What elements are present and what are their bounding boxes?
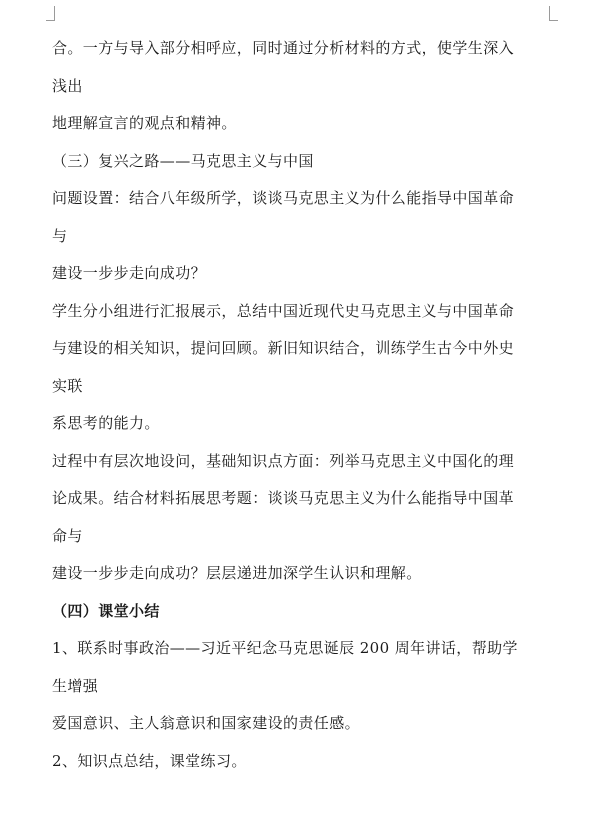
paragraph-line: 建设一步步走向成功？层层递进加深学生认识和理解。 xyxy=(52,564,422,582)
paragraph-line: 2、知识点总结，课堂练习。 xyxy=(52,751,247,770)
paragraph-line: 与 xyxy=(52,226,68,245)
paragraph-line: 1、联系时事政治——习近平纪念马克思诞辰 200 周年讲话，帮助学 xyxy=(52,639,518,657)
section-heading-4: （四）课堂小结 xyxy=(52,601,160,620)
paragraph-line: 爱国意识、主人翁意识和国家建设的责任感。 xyxy=(52,714,361,732)
paragraph-line: 过程中有层次地设问，基础知识点方面：列举马克思主义中国化的理 xyxy=(52,451,515,470)
paragraph-line: 问题设置：结合八年级所学，谈谈马克思主义为什么能指导中国革命 xyxy=(52,189,515,207)
paragraph-line: 生增强 xyxy=(52,676,99,695)
paragraph-line: 合。一方与导入部分相呼应，同时通过分析材料的方式，使学生深入 xyxy=(52,39,515,57)
document-body xyxy=(52,30,562,780)
paragraph-line: 与建设的相关知识，提问回顾。新旧知识结合，训练学生古今中外史 xyxy=(52,339,515,357)
paragraph-line: 学生分小组进行汇报展示，总结中国近现代史马克思主义与中国革命 xyxy=(52,301,515,320)
paragraph-line: 浅出 xyxy=(52,76,83,95)
top-right-margin-mark xyxy=(549,6,558,21)
paragraph-line: 实联 xyxy=(52,376,83,395)
section-heading-3: （三）复兴之路——马克思主义与中国 xyxy=(52,151,314,170)
paragraph-line: 命与 xyxy=(52,526,83,545)
paragraph-line: 论成果。结合材料拓展思考题：谈谈马克思主义为什么能指导中国革 xyxy=(52,489,515,507)
paragraph-line: 建设一步步走向成功？ xyxy=(52,264,207,282)
paragraph-line: 系思考的能力。 xyxy=(52,414,160,432)
paragraph-line: 地理解宣言的观点和精神。 xyxy=(52,114,237,132)
top-left-margin-mark xyxy=(46,6,55,21)
